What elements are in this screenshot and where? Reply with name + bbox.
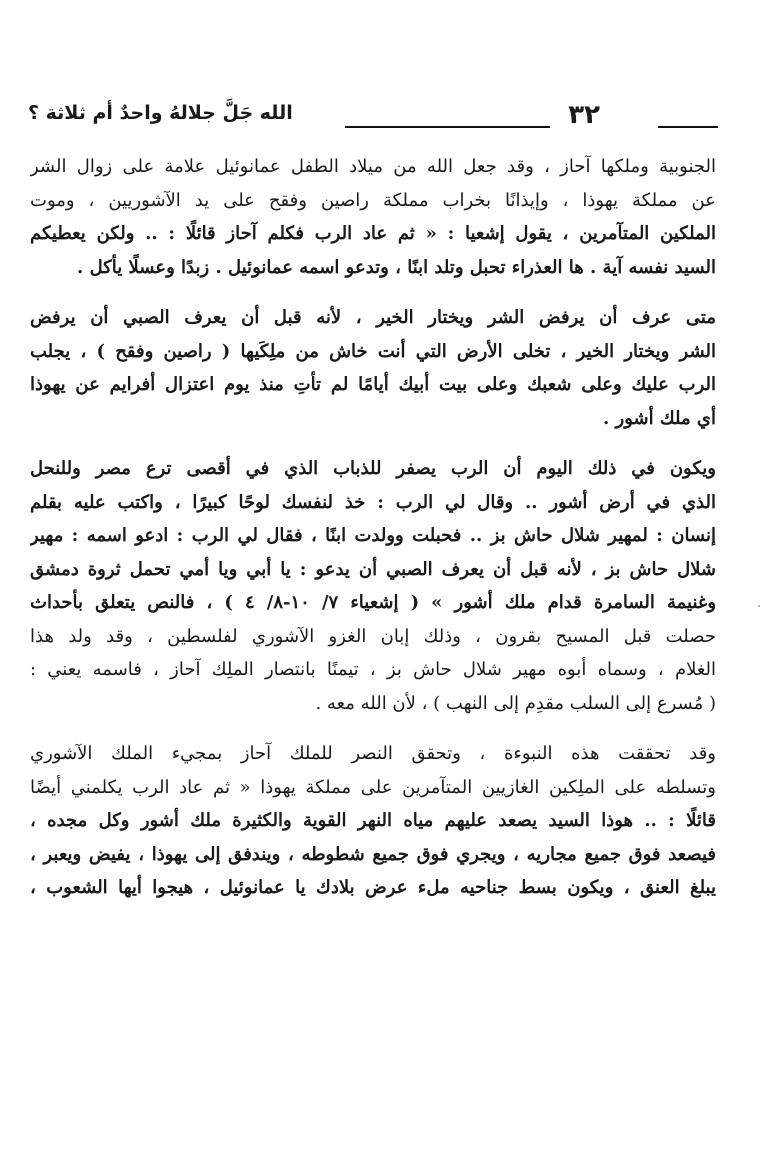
text-line: السيد نفسه آية . ها العذراء تحبل وتلد ابنًا ، وتدعو اسمه عمانوئيل . زبدًا وعسلًا يأكل . — [77, 256, 716, 278]
text-line: الرب عليك وعلى شعبك وعلى بيت أبيك أيامًا لم تأتِ منذ يوم اعتزال أفرايم عن يهوذا — [30, 374, 716, 395]
text-line: الملكين المتآمرين ، يقول إشعيا : « ثم عاد الرب فكلم آحاز قائلًا : .. ولكن يعطيكم — [30, 223, 716, 244]
text-line: الشر ويختار الخير ، تخلى الأرض التي أنت خاش من ملِكَيها ( راصين وفقح ) ، يجلب — [30, 340, 716, 362]
text-line: الجنوبية وملكها آحاز ، وقد جعل الله من ميلاد الطفل عمانوئيل علامة على زوال الشر — [30, 156, 716, 177]
text-line: الذي في أرض أشور .. وقال لي الرب : خذ لنفسك لوحًا كبيرًا ، واكتب عليه بقلم — [30, 491, 716, 513]
text-line: إنسان : لمهير شلال حاش بز .. فحبلت وولدت ابنًا ، فقال لي الرب : ادعو اسمه : مهير — [30, 525, 716, 546]
text-line: وقد تحققت هذه النبوءة ، وتحقق النصر للملك آحاز بمجيء الملك الآشوري — [30, 743, 716, 764]
text-line: يبلغ العنق ، ويكون بسط جناحيه ملء عرض بلادك يا عمانوئيل ، هيجوا أيها الشعوب ، — [30, 877, 716, 898]
text-line: شلال حاش بز ، لأنه قبل أن يعرف الصبي أن يدعو : يا أبي ويا أمي تحمل ثروة دمشق — [30, 558, 716, 580]
paragraph-3 — [30, 452, 716, 720]
text-line: قائلًا : .. هوذا السيد يصعد عليهم مياه النهر القوية والكثيرة ملك أشور وكل مجده ، — [30, 810, 716, 831]
margin-speck — [758, 605, 760, 607]
text-line: متى عرف أن يرفض الشر ويختار الخير ، لأنه قبل أن يعرف الصبي أن يرفض — [30, 307, 716, 328]
text-line: وغنيمة السامرة قدام ملك أشور » ( إشعياء ٧/ ١٠-٨/ ٤ ) ، فالنص يتعلق بأحداث — [30, 592, 716, 613]
body-text — [30, 150, 716, 922]
text-line: وتسلطه على الملِكين الغازيين المتآمرين على مملكة يهوذا « ثم عاد الرب يكلمني أيضًا — [30, 776, 716, 798]
header-rule-right — [658, 126, 718, 128]
text-line: عن مملكة يهوذا ، وإيذانًا بخراب مملكة راصين وفقح على يد الآشوريين ، وموت — [30, 189, 716, 211]
paragraph-4 — [30, 737, 716, 905]
text-line: فيصعد فوق جميع مجاريه ، ويجري فوق جميع شطوطه ، ويندفق إلى يهوذا ، يفيض ويعبر ، — [30, 843, 716, 865]
text-line: ( مُسرع إلى السلب مقدِم إلى النهب ) ، لأن الله معه . — [315, 692, 716, 714]
header-rule-middle — [345, 126, 550, 128]
paragraph-2 — [30, 301, 716, 435]
text-line: الغلام ، وسماه أبوه مهير شلال حاش بز ، تيمنًا بانتصار الملِك آحاز ، فاسمه يعني : — [30, 659, 716, 680]
running-title: الله جَلَّ جلالهُ واحدٌ أم ثلاثة ؟ — [28, 102, 293, 124]
text-line: حصلت قبل المسيح بقرون ، وذلك إبان الغزو الآشوري لفلسطين ، وقد ولد هذا — [30, 625, 716, 647]
text-line: ويكون في ذلك اليوم أن الرب يصفر للذباب الذي في أقصى ترع مصر وللنحل — [30, 458, 716, 479]
paragraph-1 — [30, 150, 716, 284]
page-number: ٣٢ — [568, 100, 600, 130]
text-line: أي ملك أشور . — [602, 407, 716, 429]
running-header — [28, 98, 718, 138]
